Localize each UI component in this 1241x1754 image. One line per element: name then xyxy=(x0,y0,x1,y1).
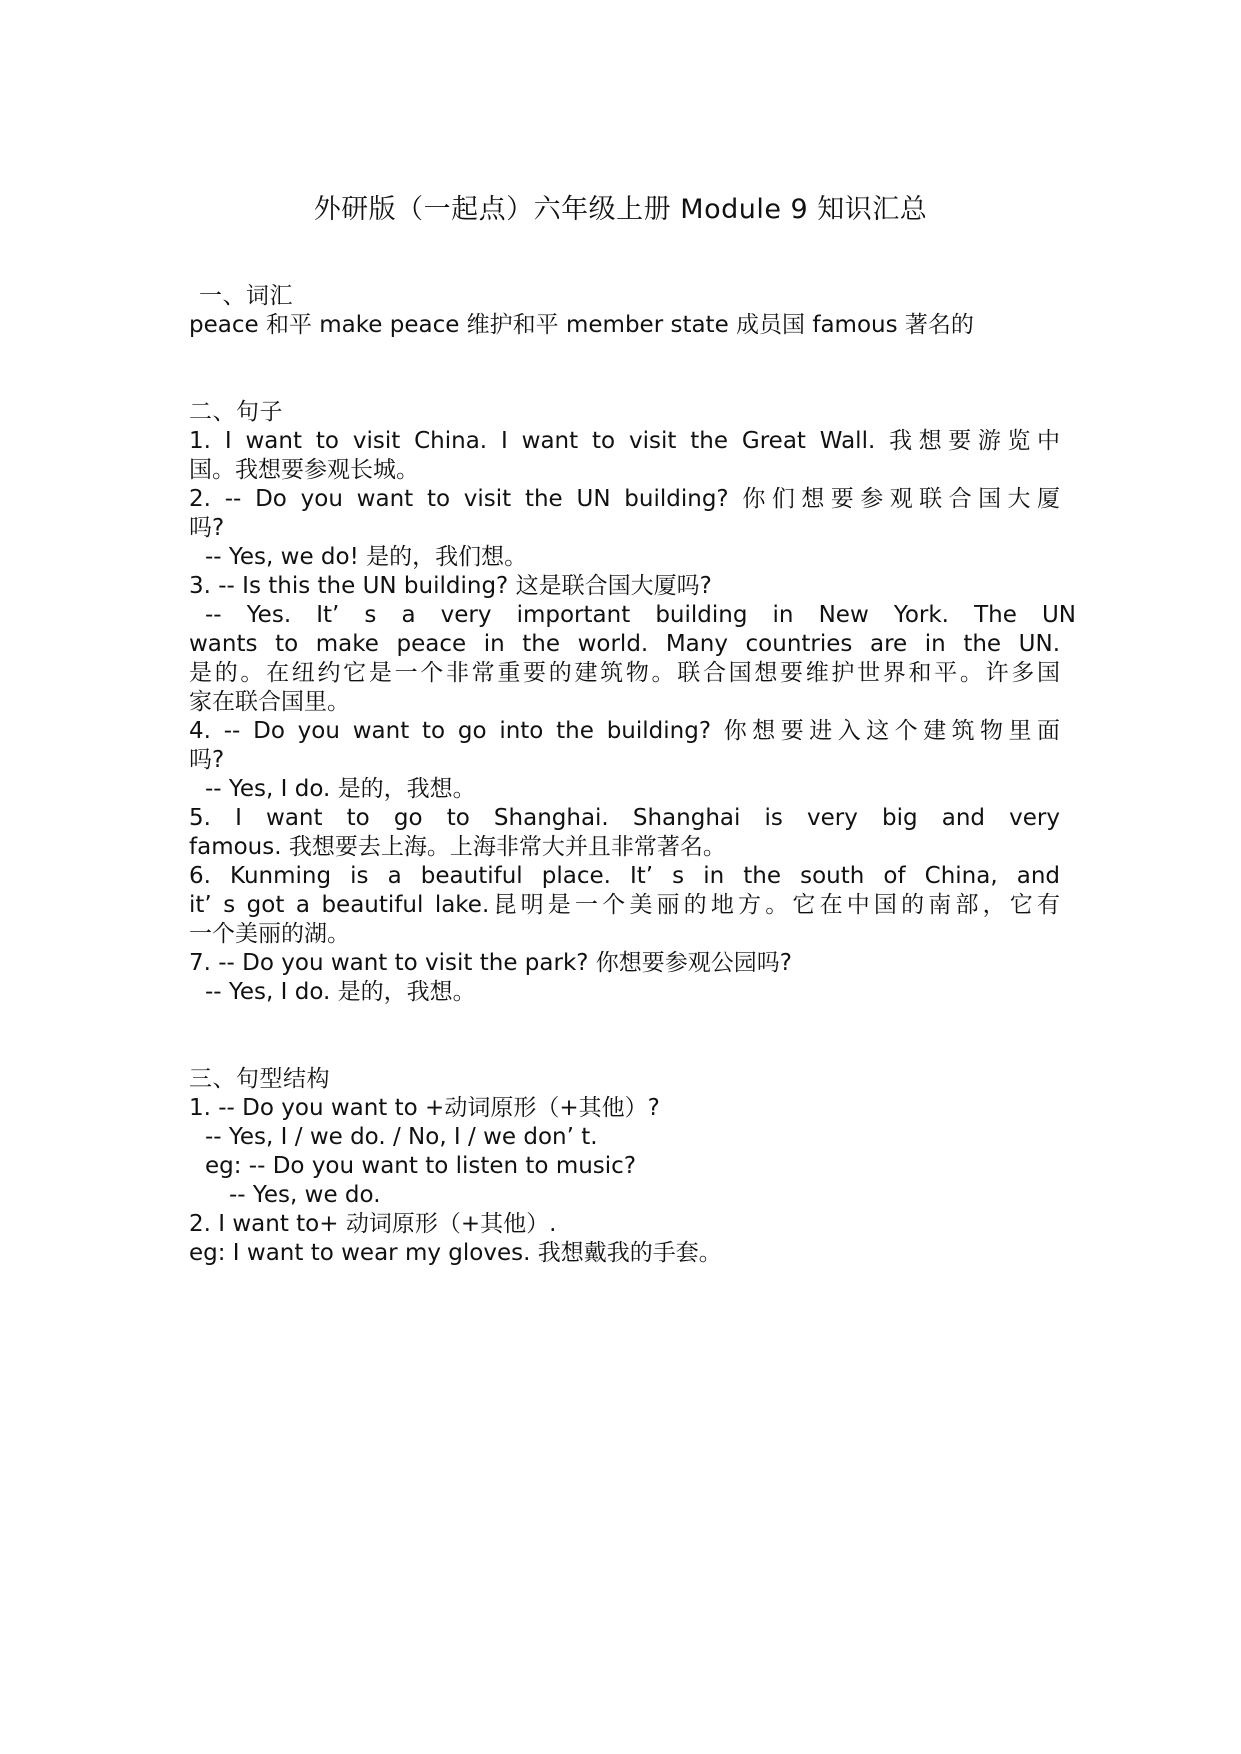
pattern-line: eg: -- Do you want to listen to music? xyxy=(205,1153,637,1179)
sentence-line: -- Yes. It’ s a very important building in New York. The UN xyxy=(205,602,1076,628)
sentence-line: 3. -- Is this the UN building? 这是联合国大厦吗? xyxy=(189,573,712,599)
sentence-line: 7. -- Do you want to visit the park? 你想要参观公园吗? xyxy=(189,950,792,976)
sentence-line: 4. -- Do you want to go into the building? 你想要进入这个建筑物里面 xyxy=(189,718,1060,744)
section-heading-vocab: 一、词汇 xyxy=(199,283,293,309)
sentence-line: -- Yes, I do. 是的，我想。 xyxy=(205,776,476,802)
sentence-line: 家在联合国里。 xyxy=(189,689,350,715)
sentence-line: 吗? xyxy=(189,747,225,773)
pattern-line: 1. -- Do you want to +动词原形（+其他）? xyxy=(189,1095,660,1121)
page-title: 外研版（一起点）六年级上册 Module 9 知识汇总 xyxy=(313,194,928,225)
pattern-line: eg: I want to wear my gloves. 我想戴我的手套。 xyxy=(189,1240,722,1266)
sentence-line: 5. I want to go to Shanghai. Shanghai is very big and very xyxy=(189,805,1060,831)
sentence-line: 是的。在纽约它是一个非常重要的建筑物。联合国想要维护世界和平。许多国 xyxy=(189,660,1060,686)
pattern-line: -- Yes, I / we do. / No, I / we don’ t. xyxy=(205,1124,598,1150)
sentence-line: -- Yes, I do. 是的，我想。 xyxy=(205,979,476,1005)
vocab-line: peace 和平 make peace 维护和平 member state 成员国 famous 著名的 xyxy=(189,312,974,338)
sentence-line: 一个美丽的湖。 xyxy=(189,921,350,947)
sentence-line: it’ s got a beautiful lake.昆明是一个美丽的地方。它在中国的南部，它有 xyxy=(189,892,1060,918)
sentence-line: 2. -- Do you want to visit the UN building? 你们想要参观联合国大厦 xyxy=(189,486,1060,512)
pattern-line: -- Yes, we do. xyxy=(229,1182,381,1208)
sentence-line: famous. 我想要去上海。上海非常大并且非常著名。 xyxy=(189,834,726,860)
sentence-line: 6. Kunming is a beautiful place. It’ s in the south of China, and xyxy=(189,863,1060,889)
sentence-line: -- Yes, we do! 是的，我们想。 xyxy=(205,544,528,570)
pattern-line: 2. I want to+ 动词原形（+其他）. xyxy=(189,1211,557,1237)
sentence-line: 国。我想要参观长城。 xyxy=(189,457,419,483)
sentence-line: 吗? xyxy=(189,515,225,541)
sentence-line: wants to make peace in the world. Many countries are in the UN. xyxy=(189,631,1060,657)
sentence-line: 1. I want to visit China. I want to visit the Great Wall. 我想要游览中 xyxy=(189,428,1060,454)
section-heading-patterns: 三、句型结构 xyxy=(189,1066,330,1092)
section-heading-sentences: 二、句子 xyxy=(189,399,283,425)
